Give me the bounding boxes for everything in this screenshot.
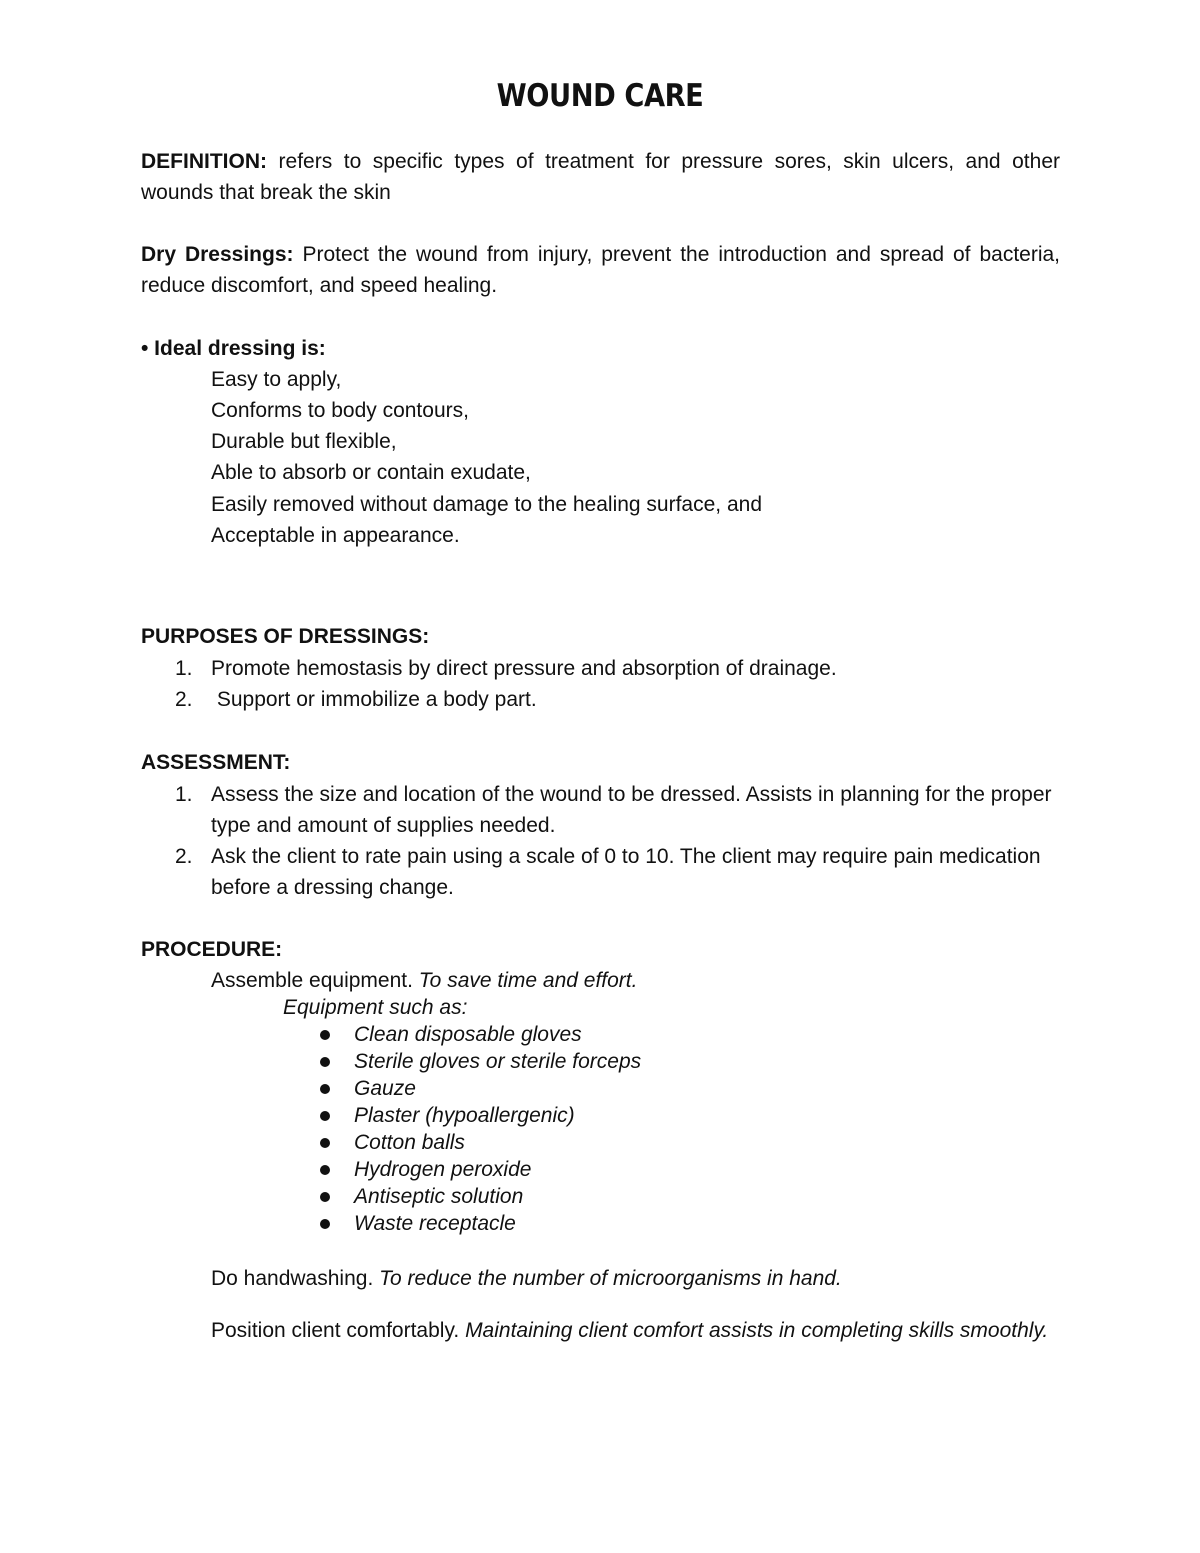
bullet-icon	[318, 1021, 332, 1048]
bullet-icon	[318, 1210, 332, 1237]
purpose-number: 2.	[175, 688, 193, 711]
equipment-item: Hydrogen peroxide	[354, 1158, 532, 1181]
ideal-item: Easy to apply,	[211, 368, 342, 391]
equipment-item: Plaster (hypoallergenic)	[354, 1104, 575, 1127]
ideal-item: Acceptable in appearance.	[211, 524, 460, 547]
step-rationale: To save time and effort.	[418, 969, 638, 992]
procedure-step-handwashing	[211, 1263, 842, 1294]
procedure-step-assemble	[211, 965, 637, 996]
purpose-item: Promote hemostasis by direct pressure and absorption of drainage.	[211, 657, 837, 680]
assessment-number: 1.	[175, 783, 193, 806]
step-text: Position client comfortably.	[211, 1319, 466, 1342]
equipment-intro: Equipment such as:	[283, 996, 468, 1019]
ideal-item: Durable but flexible,	[211, 430, 397, 453]
bullet-icon	[318, 1102, 332, 1129]
bullet-icon	[318, 1156, 332, 1183]
ideal-item: Easily removed without damage to the healing surface, and	[211, 493, 762, 516]
ideal-item: Conforms to body contours,	[211, 399, 469, 422]
assessment-item: Assess the size and location of the wound to be dressed. Assists in planning for the proper type and amount of supplies needed.	[211, 783, 1052, 837]
procedure-heading: PROCEDURE:	[141, 938, 283, 961]
ideal-item: Able to absorb or contain exudate,	[211, 461, 531, 484]
dry-dressings-text: Protect the wound from injury, prevent the introduction and spread of bacteria, reduce discomfort, and speed healing.	[141, 243, 1060, 297]
step-text: Do handwashing.	[211, 1267, 380, 1290]
dry-dressings-paragraph	[141, 239, 1060, 301]
equipment-item: Gauze	[354, 1077, 416, 1100]
assessment-item: Ask the client to rate pain using a scale of 0 to 10. The client may require pain medication before a dressing change.	[211, 845, 1041, 899]
dry-dressings-label: Dry Dressings:	[141, 243, 294, 266]
bullet-icon	[318, 1048, 332, 1075]
step-rationale: Maintaining client comfort assists in completing skills smoothly.	[465, 1319, 1049, 1342]
bullet-icon	[318, 1129, 332, 1156]
purpose-number: 1.	[175, 657, 193, 680]
equipment-item: Clean disposable gloves	[354, 1023, 582, 1046]
equipment-item: Waste receptacle	[354, 1212, 516, 1235]
assessment-heading: ASSESSMENT:	[141, 751, 291, 774]
step-rationale: To reduce the number of microorganisms in hand.	[379, 1267, 842, 1290]
step-text: Assemble equipment.	[211, 969, 419, 992]
page-title: WOUND CARE	[496, 78, 704, 114]
bullet-icon	[318, 1075, 332, 1102]
equipment-item: Antiseptic solution	[354, 1185, 524, 1208]
assessment-number: 2.	[175, 845, 193, 868]
bullet-icon	[318, 1183, 332, 1210]
definition-paragraph	[141, 146, 1060, 208]
ideal-dressing-heading: • Ideal dressing is:	[141, 337, 326, 360]
equipment-item: Sterile gloves or sterile forceps	[354, 1050, 642, 1073]
equipment-item: Cotton balls	[354, 1131, 465, 1154]
definition-label: DEFINITION:	[141, 150, 267, 173]
definition-text: refers to specific types of treatment for pressure sores, skin ulcers, and other wounds that break the skin	[141, 150, 1060, 204]
purposes-heading: PURPOSES OF DRESSINGS:	[141, 625, 430, 648]
procedure-step-position	[211, 1317, 1060, 1344]
purpose-item: Support or immobilize a body part.	[211, 688, 537, 711]
